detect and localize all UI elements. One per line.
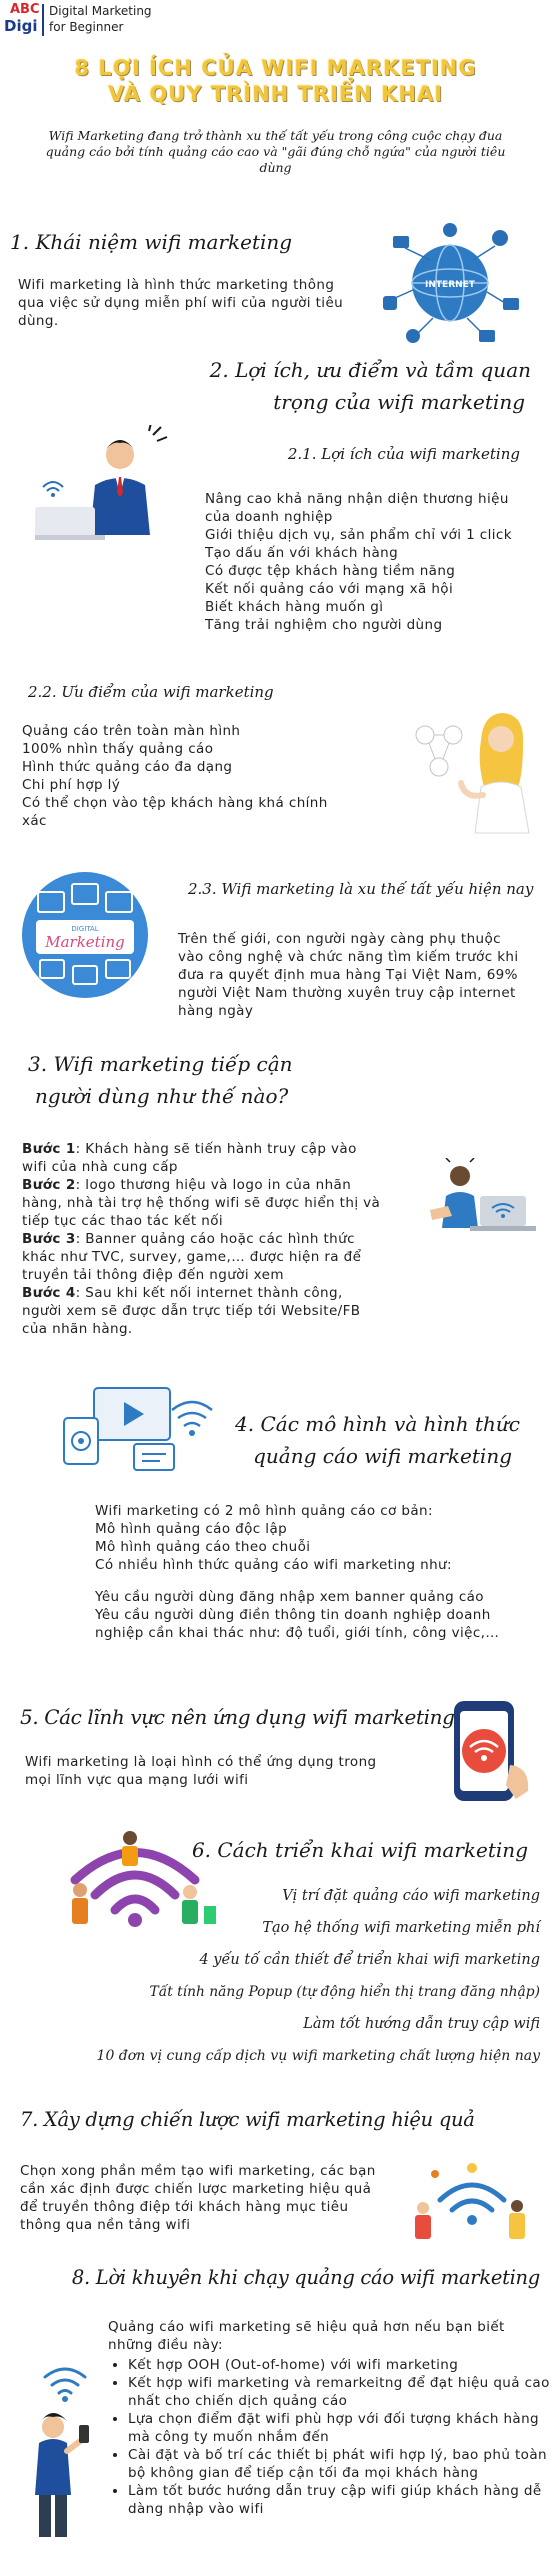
step-text: : Banner quảng cáo hoặc các hình thức khác như TVC, survey, game,… được hiện ra để truyền tải thông điệp đến người xem [22,1231,362,1283]
s6-item: Vị trí đặt quảng cáo wifi marketing [282,1888,540,1904]
intro-text: Wifi Marketing đang trở thành xu thế tất yếu trong công cuộc chạy đua quảng cáo bởi tính quảng cáo cao và "gãi đúng chỗ ngứa" của người tiêu dùng [45,128,506,175]
benefit-item: Kết nối quảng cáo với mạng xã hội [205,581,454,597]
step-text: : Sau khi kết nối internet thành công, người xem sẽ được dẫn trực tiếp tới Website/FB của nhãn hàng. [22,1285,361,1337]
step-label: Bước 3 [22,1231,76,1247]
s1-heading: 1. Khái niệm wifi marketing [10,230,293,254]
tip-item: • Lựa chọn điểm đặt wifi phù hợp với đối tượng khách hàng mà công ty muốn nhắm đến [128,2410,551,2446]
s4-line: Có nhiều hình thức quảng cáo wifi marketing như: [95,1557,452,1573]
woman-network-illustration [405,695,545,835]
digital-marketing-badge [20,870,150,1000]
step-text: : logo thương hiệu và logo in của nhãn hàng, nhà tài trợ hệ thống wifi sẽ được hiển thị và tiếp tục các thao tác kết nối [22,1177,381,1229]
s4-heading-line-1: 4. Các mô hình và hình thức [235,1412,520,1436]
step-3 [22,1230,382,1284]
s3-steps [22,1140,382,1338]
internet-globe-illustration [375,218,525,348]
s6-heading: 6. Cách triển khai wifi marketing [191,1838,528,1862]
step-1 [22,1140,382,1176]
step-2 [22,1176,382,1230]
benefit-item: Biết khách hàng muốn gì [205,599,384,615]
logo-digi: Digi [4,17,38,35]
s3-heading-line-2: người dùng như thế nào? [35,1084,289,1108]
s8-heading: 8. Lời khuyên khi chạy quảng cáo wifi marketing [71,2266,540,2289]
s6-item: Làm tốt hướng dẫn truy cập wifi [303,2016,540,2032]
benefit-item: Có được tệp khách hàng tiềm năng [205,563,456,579]
team-wifi-illustration [405,2160,540,2245]
s2-1-subheading: 2.1. Lợi ích của wifi marketing [287,445,520,463]
advantage-item: Có thể chọn vào tệp khách hàng khá chính xác [22,795,328,829]
advantage-item: Quảng cáo trên toàn màn hình [22,723,241,739]
person-wifi-phone-illustration [15,2355,105,2545]
s4-line: Yêu cầu người dùng đăng nhập xem banner quảng cáo [95,1589,484,1605]
s4-heading-line-2: quảng cáo wifi marketing [253,1444,512,1468]
s1-text: Wifi marketing là hình thức marketing thông qua việc sử dụng miễn phí wifi của người tiêu dùng. [18,277,344,329]
s4-line: Yêu cầu người dùng điền thông tin doanh nghiệp doanh nghiệp cần khai thác như: độ tuổi, giới tính, công việc,… [95,1607,500,1641]
step-label: Bước 4 [22,1285,76,1301]
s4-models-block [95,1502,535,1642]
step-label: Bước 2 [22,1177,76,1193]
logo-tagline-2: for Beginner [49,20,124,34]
logo-abc: ABC [10,2,40,17]
s7-text: Chọn xong phần mềm tạo wifi marketing, các bạn cần xác định được chiến lược marketing hiệu quả để truyền thông điệp tới khách hàng mục tiêu thông qua nền tảng wifi [20,2163,376,2233]
s2-2-subheading: 2.2. Ưu điểm của wifi marketing [28,683,274,701]
badge-marketing-label: Marketing [45,933,125,951]
step-4 [22,1284,382,1338]
s8-intro: Quảng cáo wifi marketing sẽ hiệu quả hơn nếu bạn biết những điều này: [108,2319,505,2353]
tip-item: • Cài đặt và bố trí các thiết bị phát wifi hợp lý, bao phủ toàn bộ không gian để tiếp cận tối đa mọi khách hàng [128,2446,551,2482]
s5-heading: 5. Các lĩnh vực nên ứng dụng wifi marketing [20,1705,455,1729]
s6-items [40,1880,540,2072]
benefit-item: Giới thiệu dịch vụ, sản phẩm chỉ với 1 click [205,527,512,543]
advantage-item: Chi phí hợp lý [22,777,121,793]
s2-heading-line-2: trọng của wifi marketing [273,390,525,414]
s6-item: 10 đơn vị cung cấp dịch vụ wifi marketing chất lượng hiện nay [96,2048,540,2064]
s2-2-advantages-list [22,722,342,830]
s5-text: Wifi marketing là loại hình có thể ứng dụng trong mọi lĩnh vực qua mạng lưới wifi [25,1754,377,1788]
s2-heading-line-1: 2. Lợi ích, ưu điểm và tầm quan [209,358,531,382]
page-title-line-2: VÀ QUY TRÌNH TRIỂN KHAI [107,82,444,106]
tip-item: • Làm tốt bước hướng dẫn truy cập wifi giúp khách hàng dễ dàng nhập vào wifi [128,2482,551,2518]
advantage-item: Hình thức quảng cáo đa dạng [22,759,233,775]
s4-line: Mô hình quảng cáo theo chuỗi [95,1539,311,1555]
man-laptop-wifi-illustration [420,1158,540,1238]
logo-divider [42,4,44,36]
page-title-line-1: 8 LỢI ÍCH CỦA WIFI MARKETING [74,56,477,80]
brand-logo [4,2,154,38]
s4-line: Mô hình quảng cáo độc lập [95,1521,288,1537]
step-label: Bước 1 [22,1141,76,1157]
s6-item: Tạo hệ thống wifi marketing miễn phí [262,1920,540,1936]
advantage-item: 100% nhìn thấy quảng cáo [22,741,214,757]
s8-tips-list [112,2356,551,2518]
logo-tagline-1: Digital Marketing [49,4,152,18]
benefit-item: Tạo dấu ấn với khách hàng [205,545,399,561]
s2-3-subheading: 2.3. Wifi marketing là xu thế tất yếu hiện nay [188,880,534,898]
badge-digital-label: DIGITAL [71,925,99,933]
internet-globe-label: INTERNET [425,280,475,290]
s6-item: Tất tính năng Popup (tự động hiển thị trang đăng nhập) [149,1984,540,2000]
s2-3-text: Trên thế giới, con người ngày càng phụ thuộc vào công nghệ và chức năng tìm kiếm trước khi đưa ra quyết định mua hàng Tại Việt Nam, 69% người Việt Nam thường xuyên truy cập internet hàng ngày [178,931,519,1019]
phone-wifi-illustration [430,1695,540,1805]
s4-spacer [95,1574,535,1588]
benefit-item: Tăng trải nghiệm cho người dùng [205,617,443,633]
benefit-item: Nâng cao khả năng nhận diện thương hiệu của doanh nghiệp [205,491,509,525]
businessman-laptop-illustration [35,425,195,555]
tip-item: • Kết hợp OOH (Out-of-home) với wifi marketing [128,2356,551,2374]
s3-heading-line-1: 3. Wifi marketing tiếp cận [28,1052,293,1076]
s7-heading: 7. Xây dựng chiến lược wifi marketing hiệu quả [20,2108,475,2131]
step-text: : Khách hàng sẽ tiến hành truy cập vào wifi của nhà cung cấp [22,1141,357,1175]
tip-item: • Kết hợp wifi marketing và remarkeitng để đạt hiệu quả cao nhất cho chiến dịch quảng cáo [128,2374,551,2410]
s4-line: Wifi marketing có 2 mô hình quảng cáo cơ bản: [95,1503,433,1519]
s2-1-benefits-list [205,490,535,634]
s6-item: 4 yếu tố cần thiết để triển khai wifi marketing [199,1952,540,1968]
